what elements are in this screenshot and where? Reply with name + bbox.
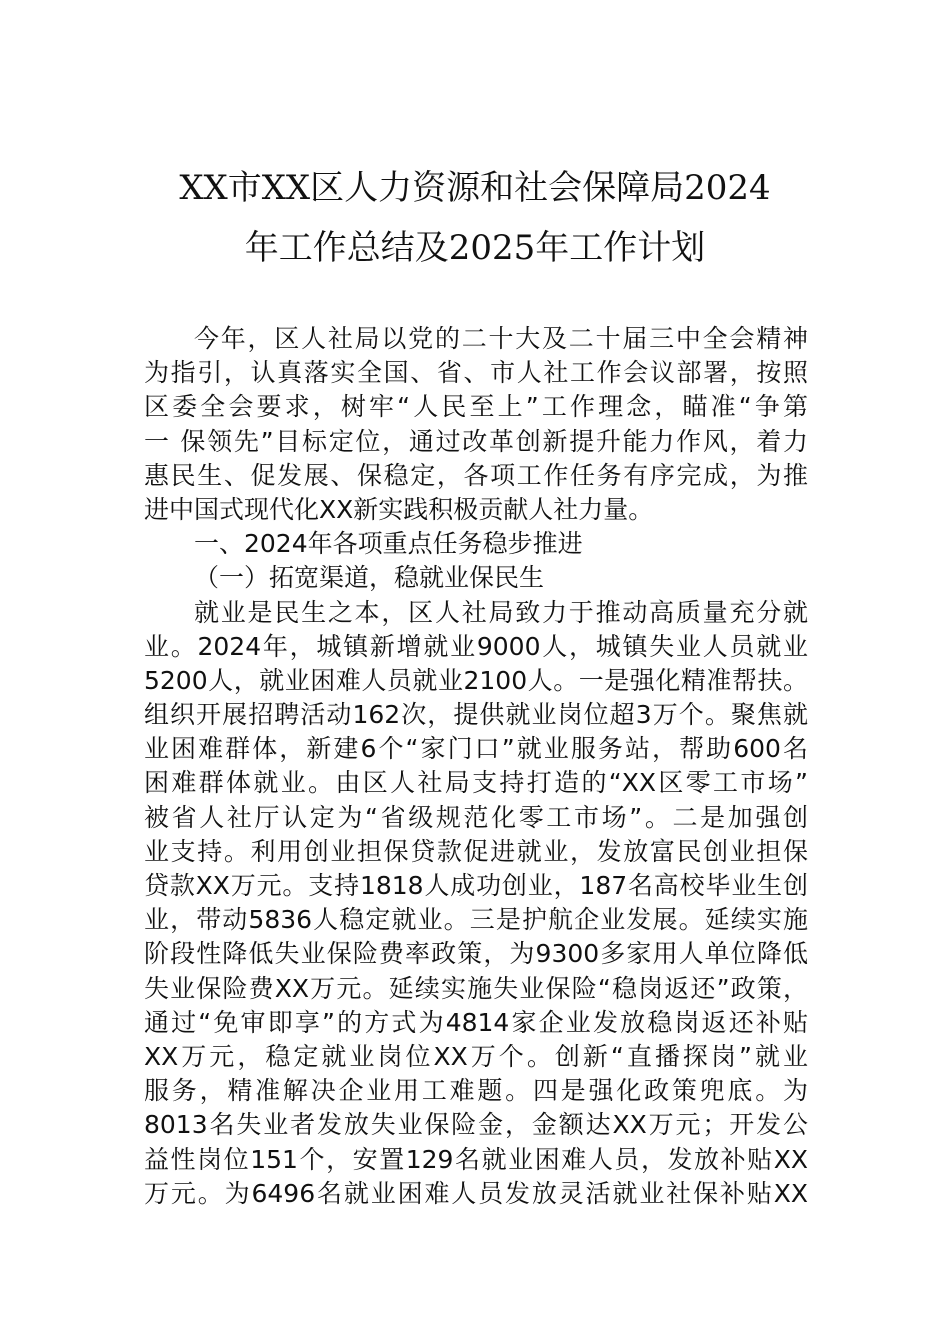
- text-line: 8013名失业者发放失业保险金，金额达XX万元；开发公: [144, 1110, 808, 1140]
- text-line: 区委全会要求，树牢“人民至上”工作理念，瞄准“争第: [144, 392, 808, 422]
- text-line: （一）拓宽渠道，稳就业保民生: [194, 563, 545, 593]
- text-line: 一 保领先”目标定位，通过改革创新提升能力作风，着力: [144, 426, 808, 456]
- text-line: 业支持。利用创业担保贷款促进就业，发放富民创业担保: [144, 836, 808, 866]
- text-line: 惠民生、促发展、保稳定，各项工作任务有序完成，为推: [144, 460, 808, 490]
- text-line: 失业保险费XX万元。延续实施失业保险“稳岗返还”政策，: [144, 973, 808, 1003]
- text-line: 一、2024年各项重点任务稳步推进: [194, 529, 583, 559]
- text-line: 服务，精准解决企业用工难题。四是强化政策兜底。为: [144, 1076, 808, 1106]
- text-line: XX万元，稳定就业岗位XX万个。创新“直播探岗”就业: [144, 1041, 808, 1071]
- document-title: [130, 158, 820, 278]
- text-line: 贷款XX万元。支持1818人成功创业，187名高校毕业生创: [144, 871, 808, 900]
- title-line-1: XX市XX区人力资源和社会保障局2024: [179, 168, 771, 208]
- title-line-2: 年工作总结及2025年工作计划: [244, 228, 706, 268]
- text-line: 阶段性降低失业保险费率政策，为9300多家用人单位降低: [144, 939, 808, 969]
- text-line: 益性岗位151个，安置129名就业困难人员，发放补贴XX: [144, 1144, 808, 1174]
- text-line: 困难群体就业。由区人社局支持打造的“XX区零工市场”: [144, 768, 808, 798]
- text-line: 进中国式现代化XX新实践积极贡献人社力量。: [144, 494, 654, 524]
- document-body: [144, 322, 808, 1211]
- text-line: 组织开展招聘活动162次，提供就业岗位超3万个。聚焦就: [144, 700, 808, 730]
- text-line: 被省人社厅认定为“省级规范化零工市场”。二是加强创: [144, 802, 808, 832]
- text-line: 业，带动5836人稳定就业。三是护航企业发展。延续实施: [144, 905, 808, 935]
- text-line: 为指引，认真落实全国、省、市人社工作会议部署，按照: [144, 358, 808, 388]
- text-line: 万元。为6496名就业困难人员发放灵活就业社保补贴XX: [144, 1178, 808, 1208]
- text-line: 今年，区人社局以党的二十大及二十届三中全会精神: [194, 324, 808, 353]
- text-line: 就业是民生之本，区人社局致力于推动高质量充分就: [194, 597, 808, 627]
- text-line: 业。2024年，城镇新增就业9000人，城镇失业人员就业: [144, 631, 808, 661]
- text-line: 业困难群体，新建6个“家门口”就业服务站，帮助600名: [144, 734, 808, 764]
- text-line: 通过“免审即享”的方式为4814家企业发放稳岗返还补贴: [144, 1007, 808, 1037]
- text-line: 5200人，就业困难人员就业2100人。一是强化精准帮扶。: [144, 665, 808, 695]
